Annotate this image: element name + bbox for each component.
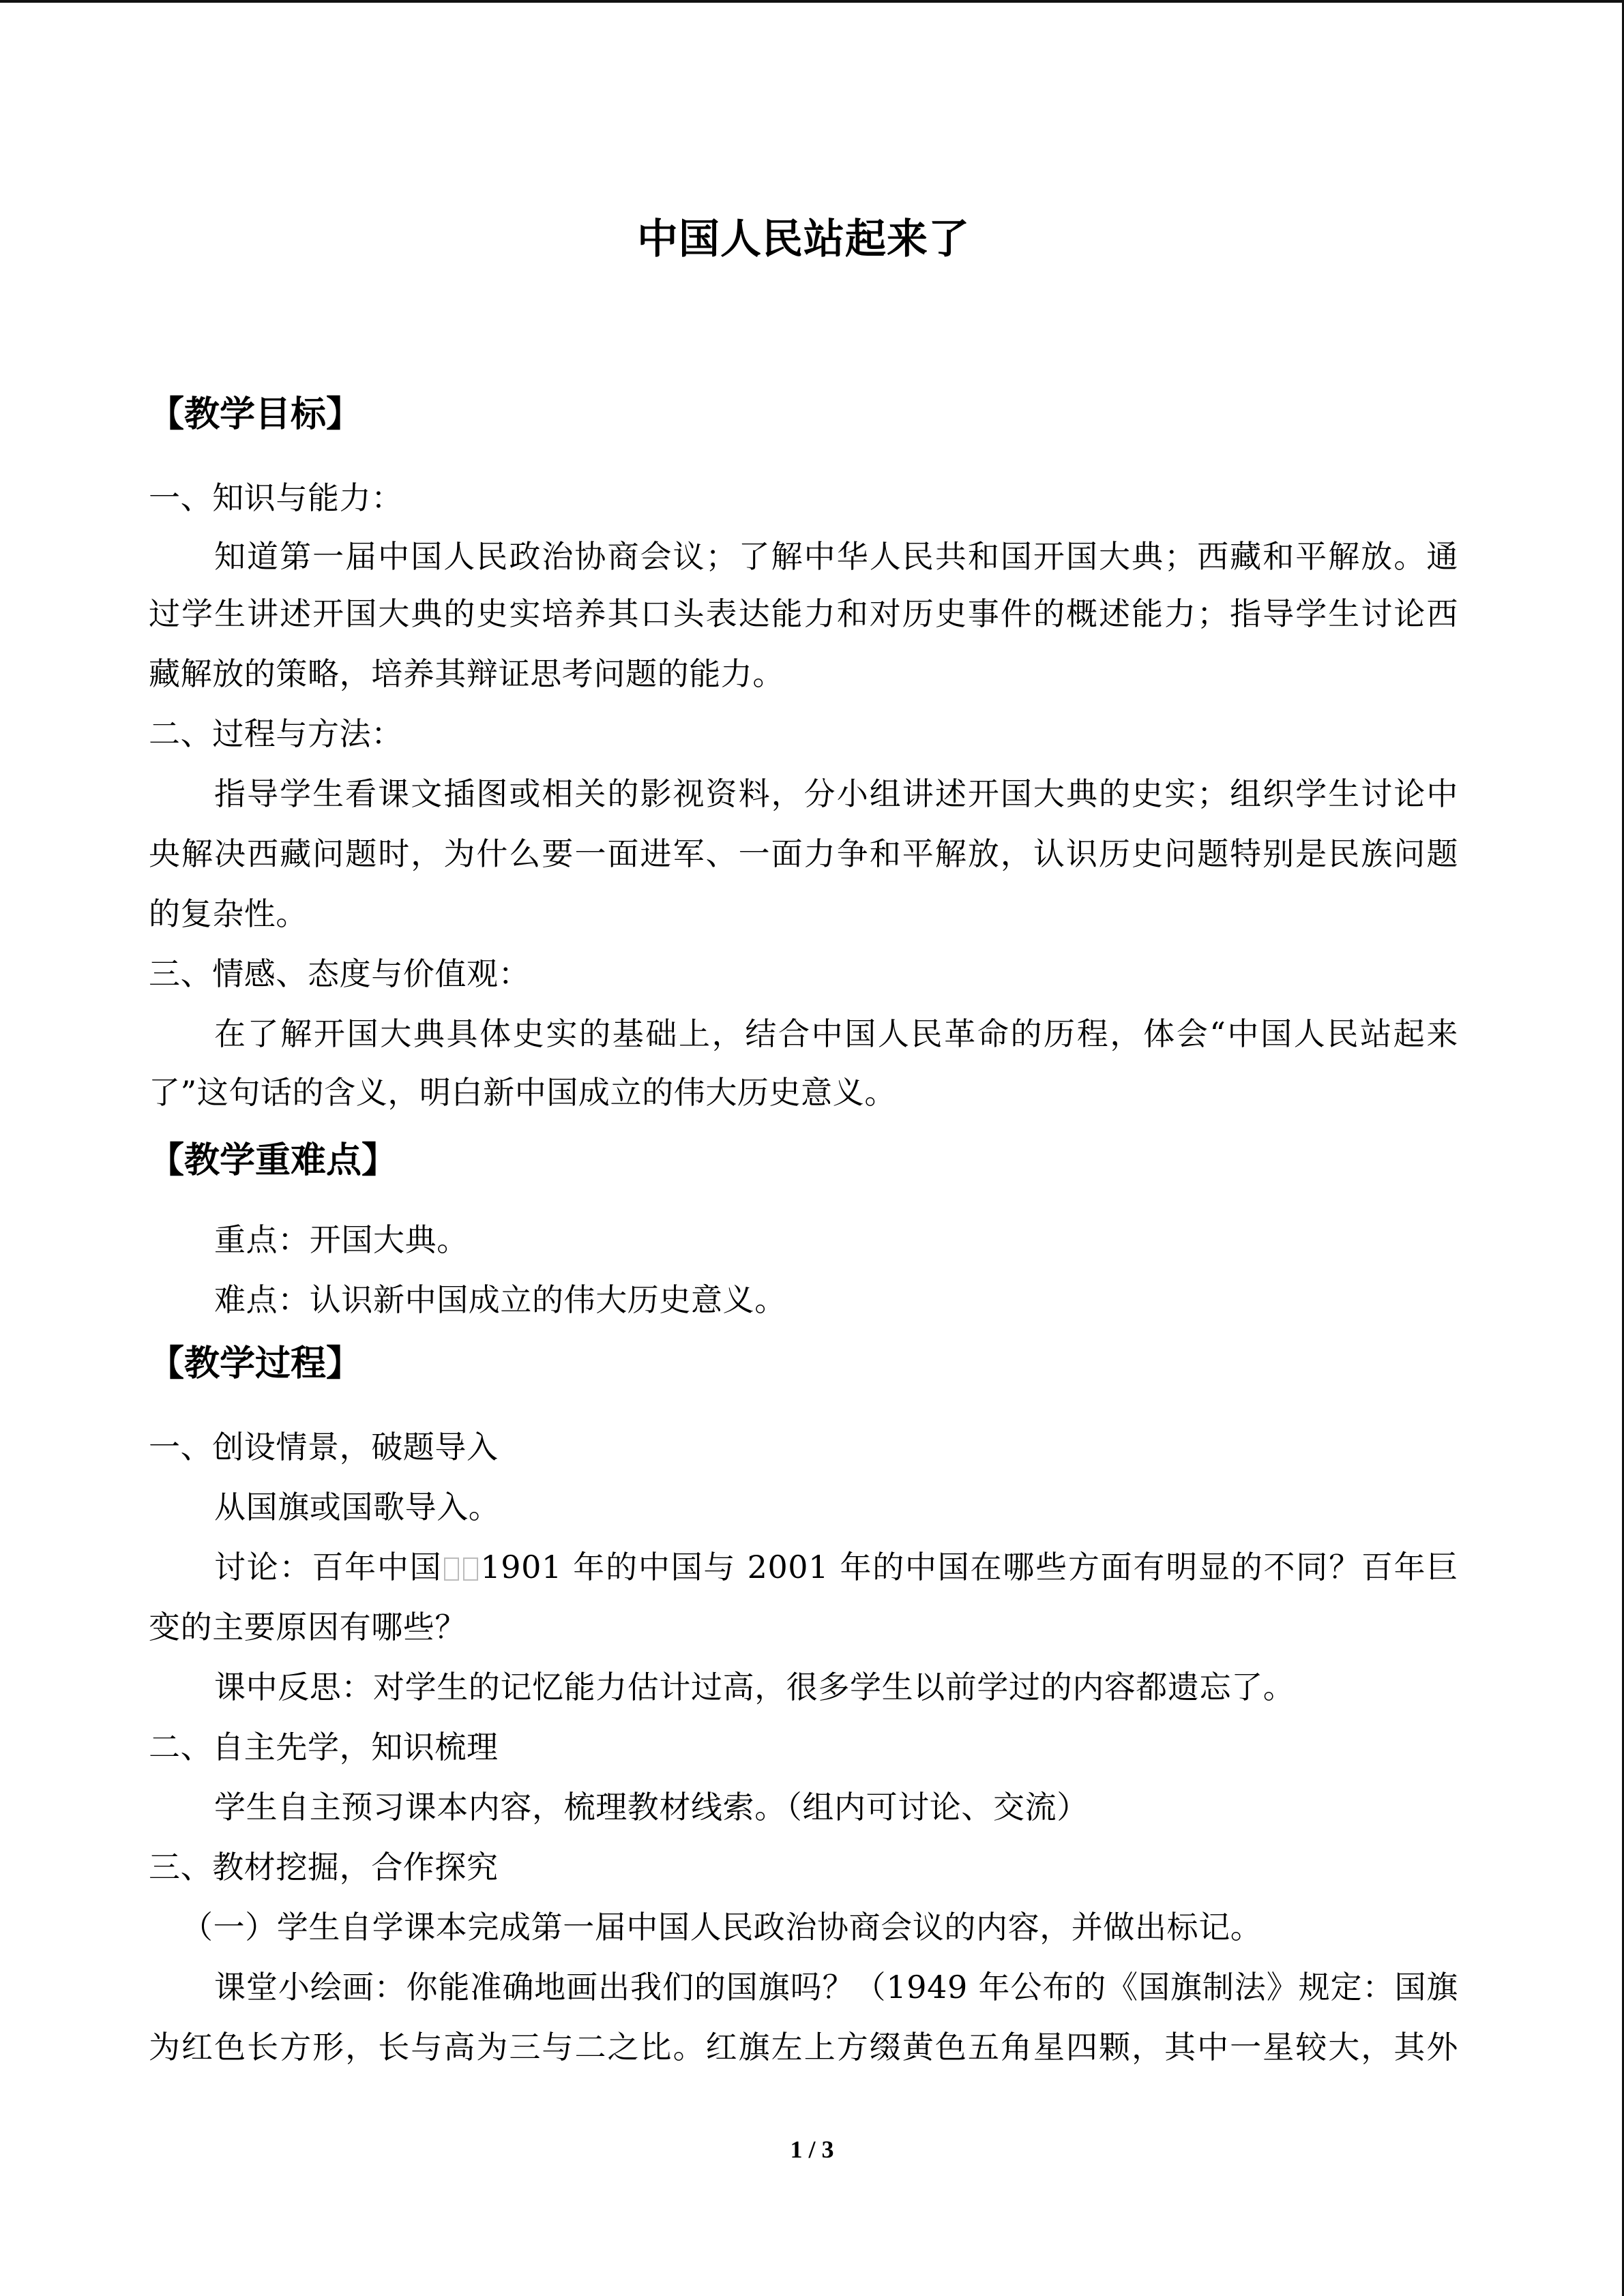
heading-objectives: 【教学目标】 — [149, 394, 362, 435]
process-step-1-label: 一、创设情景，破题导入 — [149, 1429, 499, 1465]
missing-glyph-box — [444, 1557, 459, 1581]
heading-key-points: 【教学重难点】 — [149, 1140, 398, 1181]
discussion-rest: 1901 年的中国与 2001 年的中国在哪些方面有明显的不同？百年巨 — [480, 1549, 1459, 1585]
process-step-3-label: 三、教材挖掘，合作探究 — [149, 1849, 499, 1885]
process-step-1-discussion — [149, 1548, 1458, 1586]
paragraph-line: 央解决西藏问题时，为什么要一面进军、一面力争和平解放，认识历史问题特别是民族问题 — [149, 835, 1458, 872]
discussion-prefix: 讨论：百年中国 — [214, 1549, 443, 1585]
paragraph-line: 指导学生看课文插图或相关的影视资料，分小组讲述开国大典的史实；组织学生讨论中 — [214, 775, 1458, 812]
process-step-1-reflection: 课中反思：对学生的记忆能力估计过高，很多学生以前学过的内容都遗忘了。 — [214, 1669, 1295, 1705]
paragraph-line: 的复杂性。 — [149, 895, 308, 932]
paragraph-line: 在了解开国大典具体史实的基础上，结合中国人民革命的历程，体会“中国人民站起来 — [214, 1015, 1458, 1052]
page-number: 1 / 3 — [790, 2136, 834, 2163]
process-step-2-text: 学生自主预习课本内容，梳理教材线索。（组内可讨论、交流） — [214, 1789, 1089, 1825]
objective-label-process: 二、过程与方法： — [149, 715, 403, 752]
paragraph-line: 过学生讲述开国大典的史实培养其口头表达能力和对历史事件的概述能力；指导学生讨论西 — [149, 595, 1458, 632]
key-point-difficulty: 难点：认识新中国成立的伟大历史意义。 — [214, 1281, 786, 1318]
paragraph-line: 了”这句话的含义，明白新中国成立的伟大历史意义。 — [149, 1074, 896, 1111]
objective-label-emotion: 三、情感、态度与价值观： — [149, 955, 531, 992]
heading-process: 【教学过程】 — [149, 1343, 362, 1384]
paragraph-line: 知道第一届中国人民政治协商会议；了解中华人民共和国开国大典；西藏和平解放。通 — [214, 538, 1458, 575]
paragraph-line: 为红色长方形，长与高为三与二之比。红旗左上方缀黄色五角星四颗，其中一星较大，其外 — [149, 2029, 1458, 2066]
process-step-1-intro: 从国旗或国歌导入。 — [214, 1489, 501, 1525]
objective-label-knowledge: 一、知识与能力： — [149, 479, 403, 516]
document-title: 中国人民站起来了 — [637, 215, 970, 263]
paragraph-line: 变的主要原因有哪些？ — [149, 1609, 467, 1645]
paragraph-line: 藏解放的策略，培养其辩证思考问题的能力。 — [149, 655, 784, 692]
process-step-3-sub1: （一）学生自学课本完成第一届中国人民政治协商会议的内容，并做出标记。 — [181, 1909, 1263, 1945]
process-step-2-label: 二、自主先学，知识梳理 — [149, 1729, 499, 1765]
paragraph-line: 课堂小绘画：你能准确地画出我们的国旗吗？（1949 年公布的《国旗制法》规定：国旗 — [214, 1969, 1458, 2006]
missing-glyph-box — [463, 1557, 478, 1581]
key-point-focus: 重点：开国大典。 — [214, 1221, 469, 1258]
page-border-top — [0, 0, 1624, 3]
